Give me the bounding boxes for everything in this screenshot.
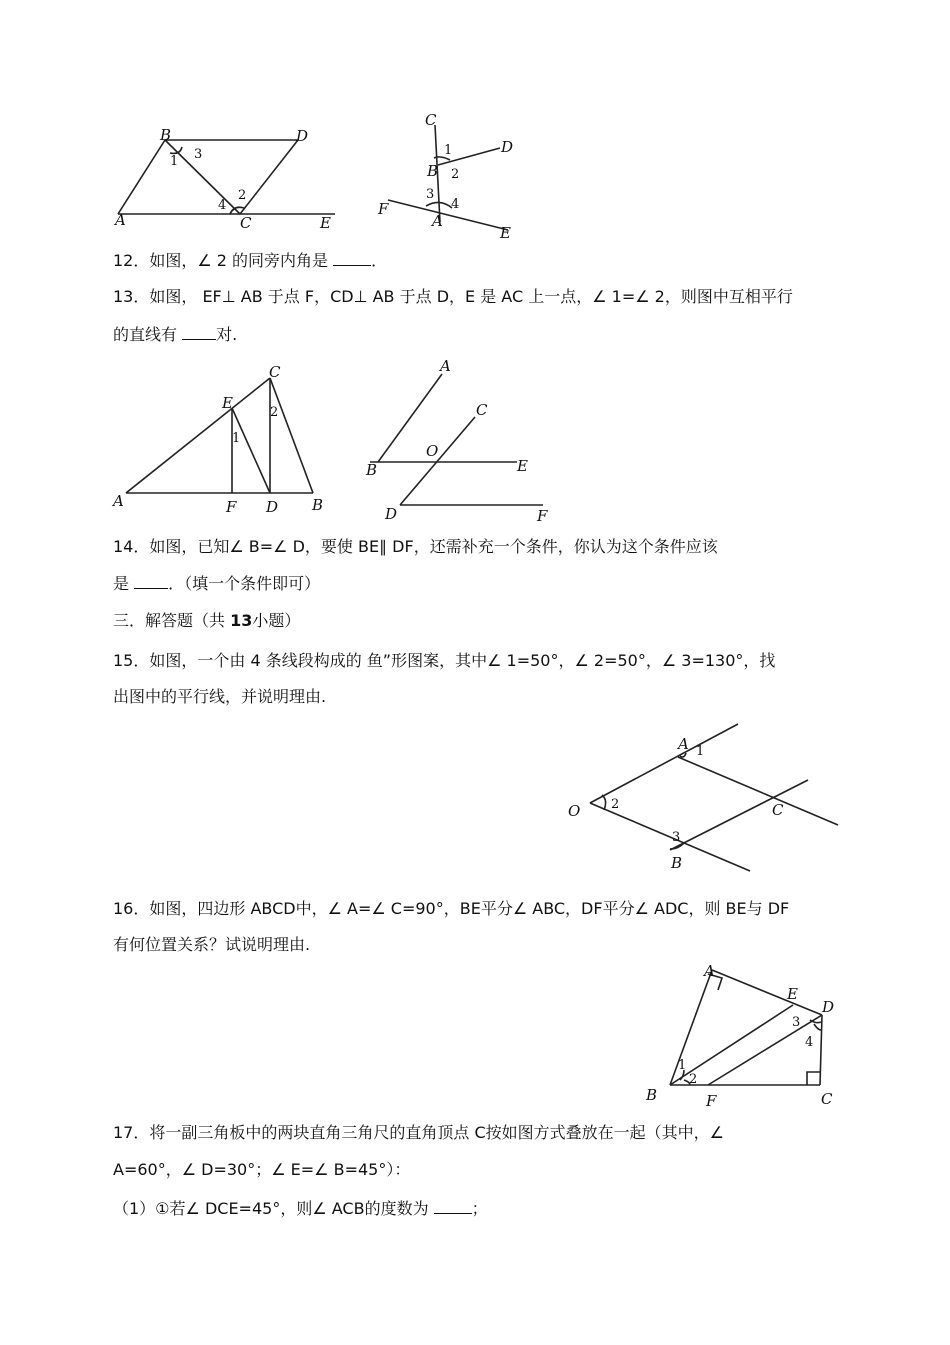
label-C: C — [269, 363, 281, 381]
question-15-line1: 15．如图，一个由 4 条线段构成的 鱼”形图案，其中∠ 1=50°，∠ 2=50°，∠ 3=130°，找 — [113, 651, 776, 670]
label-D: D — [501, 138, 514, 156]
question-17-line1: 17．将一副三角板中的两块直角三角尺的直角顶点 C按如图方式叠放在一起（其中，∠ — [113, 1123, 724, 1142]
label-3: 3 — [792, 1015, 801, 1030]
figure-q14-parallel — [360, 355, 560, 525]
label-2: 2 — [611, 797, 620, 812]
label-D: D — [385, 505, 398, 523]
figure-q16-quadrilateral — [640, 960, 840, 1110]
label-1: 1 — [232, 431, 241, 446]
label-D: D — [266, 498, 279, 516]
label-1: 1 — [678, 1058, 687, 1073]
question-17-line2: A=60°，∠ D=30°；∠ E=∠ B=45°）： — [113, 1160, 411, 1179]
label-2: 2 — [689, 1072, 698, 1087]
question-13-line1: 13．如图， EF⊥ AB 于点 F，CD⊥ AB 于点 D，E 是 AC 上一点，∠ 1=∠ 2，则图中互相平行 — [113, 287, 793, 306]
label-4: 4 — [451, 197, 460, 212]
label-2: 2 — [238, 188, 247, 203]
label-D: D — [822, 998, 835, 1016]
question-14-line1: 14．如图，已知∠ B=∠ D，要使 BE∥ DF，还需补充一个条件，你认为这个条件应该 — [113, 537, 718, 556]
label-2: 2 — [270, 405, 279, 420]
label-A: A — [440, 357, 451, 375]
label-B: B — [671, 854, 683, 872]
label-A: A — [704, 962, 715, 980]
section-heading-answers: 三．解答题（共 13小题） — [113, 611, 301, 630]
question-16-line2: 有何位置关系？试说明理由. — [113, 935, 311, 954]
question-15-line2: 出图中的平行线，并说明理由. — [113, 687, 327, 706]
label-A: A — [678, 735, 689, 753]
label-F: F — [706, 1092, 717, 1110]
label-4: 4 — [218, 198, 227, 213]
label-D: D — [296, 127, 309, 145]
label-E: E — [500, 224, 511, 242]
figure-q15-fish — [560, 715, 840, 875]
answer-blank[interactable] — [434, 1196, 472, 1214]
label-E: E — [517, 457, 528, 475]
label-4: 4 — [805, 1035, 814, 1050]
label-3: 3 — [426, 187, 435, 202]
label-E: E — [320, 214, 331, 232]
label-C: C — [240, 214, 252, 232]
label-2: 2 — [451, 167, 460, 182]
label-1: 1 — [444, 143, 453, 158]
label-F: F — [537, 507, 548, 525]
label-A: A — [432, 212, 443, 230]
label-A: A — [113, 492, 124, 510]
label-E: E — [222, 394, 233, 412]
figure-q13-triangle — [108, 360, 348, 515]
label-C: C — [772, 801, 784, 819]
answer-blank[interactable] — [182, 322, 216, 340]
label-B: B — [427, 162, 439, 180]
label-C: C — [821, 1090, 833, 1108]
answer-blank[interactable] — [333, 248, 371, 266]
label-B: B — [646, 1086, 658, 1104]
label-E: E — [787, 985, 798, 1003]
question-16-line1: 16．如图，四边形 ABCD中，∠ A=∠ C=90°，BE平分∠ ABC，DF平分∠ ADC，则 BE与 DF — [113, 899, 790, 918]
question-13-line2: 的直线有 对. — [113, 322, 237, 346]
label-F: F — [226, 498, 237, 516]
label-B: B — [312, 496, 324, 514]
label-1: 1 — [696, 744, 705, 759]
label-A: A — [115, 211, 126, 229]
label-C: C — [476, 401, 488, 419]
label-F: F — [378, 200, 389, 218]
question-12: 12．如图，∠ 2 的同旁内角是 ． — [113, 248, 387, 272]
question-14-line2: 是 ．（填一个条件即可） — [113, 571, 320, 595]
label-B: B — [366, 461, 378, 479]
label-B: B — [160, 126, 172, 144]
label-3: 3 — [194, 147, 203, 162]
label-O: O — [568, 802, 581, 820]
figure-q11-parallelogram — [110, 125, 350, 235]
figure-q11-transversal — [370, 110, 530, 240]
label-1: 1 — [170, 154, 179, 169]
answer-blank[interactable] — [134, 571, 168, 589]
label-C: C — [425, 111, 437, 129]
question-17-line3: （1）①若∠ DCE=45°，则∠ ACB的度数为 ； — [113, 1196, 488, 1220]
label-3: 3 — [672, 830, 681, 845]
label-O: O — [426, 442, 439, 460]
